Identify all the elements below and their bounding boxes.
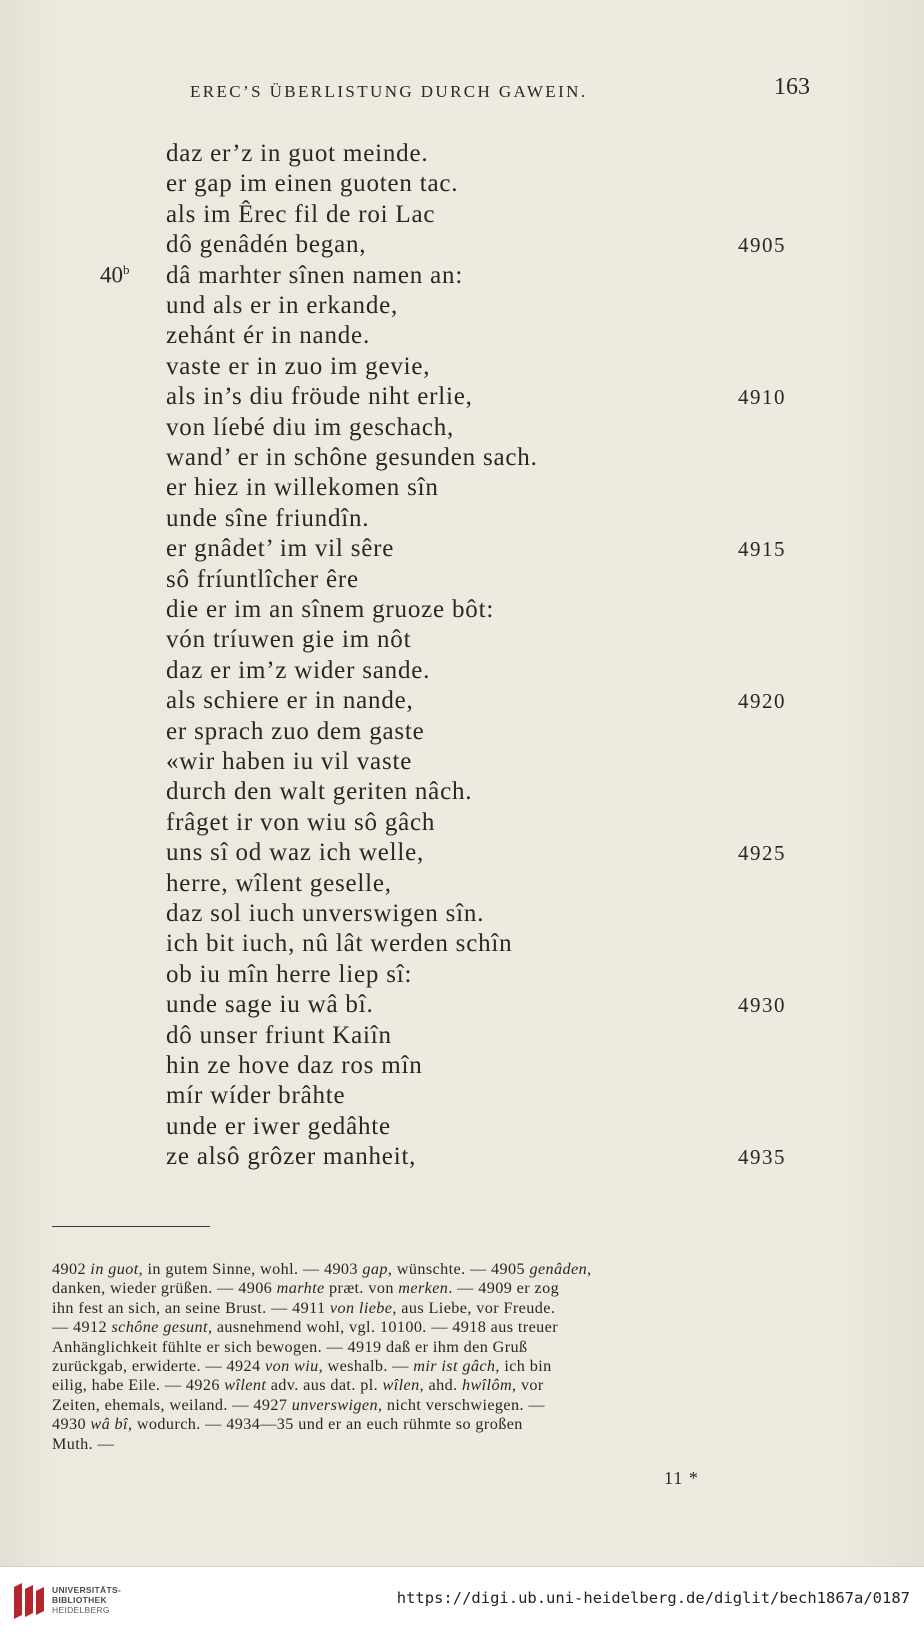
footnote-lemma: von wiu (264, 1357, 319, 1376)
verse-number: 4920 (738, 689, 786, 714)
footnote-lemma: von liebe (329, 1298, 393, 1317)
verse-line (0, 414, 924, 445)
verse-line (0, 1143, 924, 1174)
verse-number: 4925 (738, 841, 786, 866)
verse-text: zehánt ér in nande. (166, 322, 370, 350)
verse-text: ob iu mîn herre liep sî: (166, 960, 413, 988)
verse-line (0, 1082, 924, 1113)
footnote-text: , (587, 1260, 592, 1278)
verse-line (0, 201, 924, 232)
verse-line (0, 900, 924, 931)
page-header (190, 72, 810, 112)
verse-line (0, 262, 924, 293)
footnote-line (52, 1415, 816, 1434)
running-title: EREC’S ÜBERLISTUNG DURCH GAWEIN. (190, 82, 588, 101)
verse-text: herre, wîlent geselle, (166, 869, 392, 897)
verse-text: daz sol iuch unverswigen sîn. (166, 900, 485, 927)
library-line-2: BIBLIOTHEK (52, 1595, 107, 1605)
footnote-text: , vor (512, 1376, 544, 1395)
verse-text: als in’s diu fröude niht erlie, (166, 383, 473, 411)
verse-line (0, 778, 924, 809)
footnote-lemma: hwîlôm (461, 1376, 513, 1395)
verse-text: unde er iwer gedâhte (166, 1112, 391, 1140)
footnote-text: 4930 (52, 1415, 91, 1434)
verse-line (0, 140, 924, 171)
footnote-text: Muth. — (52, 1434, 115, 1453)
footnote-line (52, 1318, 816, 1337)
verse-text: die er im an sînem gruoze bôt: (166, 596, 495, 623)
verse-line (0, 596, 924, 627)
verse-text: frâget ir von wiu sô gâch (166, 808, 436, 836)
footnote-line (52, 1299, 816, 1318)
verse-text: unde sage iu wâ bî. (166, 991, 374, 1019)
library-name (52, 1585, 121, 1615)
footnote-text: ihn fest an sich, an seine Brust. — 4911 (52, 1298, 330, 1317)
verse-line (0, 383, 924, 414)
footer-bar (0, 1566, 924, 1632)
verse-text: er hiez in willekomen sîn (166, 474, 439, 502)
footnote-text: 4902 (52, 1260, 91, 1278)
footnote-text: , weshalb. — (318, 1357, 414, 1376)
verse-line (0, 353, 924, 384)
verse-text: daz er’z in guot meinde. (166, 140, 429, 167)
footnote-text: danken, wieder grüßen. — 4906 (52, 1279, 277, 1298)
footnote-text: Zeiten, ehemals, weiland. — 4927 (52, 1395, 292, 1414)
footnote-rule (52, 1226, 210, 1227)
verse-number: 4910 (738, 385, 786, 410)
library-line-3: HEIDELBERG (52, 1605, 110, 1615)
verse-text: und als er in erkande, (166, 292, 399, 319)
footnote-line (52, 1357, 816, 1376)
verse-text: durch den walt geriten nâch. (166, 778, 473, 806)
signature-mark: 11 * (664, 1468, 699, 1488)
verse-line (0, 657, 924, 688)
footnote-lemma: in guot (90, 1260, 139, 1278)
footnote-text: , wodurch. — 4934—35 und er an euch rühmte so großen (127, 1415, 523, 1434)
verse-line (0, 1022, 924, 1053)
footnote-text: , wünschte. — 4905 (387, 1260, 530, 1278)
footnote-lemma: schône gesunt (111, 1318, 208, 1337)
footnote-text: zurückgab, erwiderte. — 4924 (52, 1357, 265, 1376)
page-number: 163 (774, 74, 810, 100)
verse-text: unde sîne friundîn. (166, 504, 370, 532)
footnote-lemma: merken (398, 1279, 449, 1298)
verse-number: 4935 (738, 1145, 786, 1170)
permalink-url[interactable]: https://digi.ub.uni-heidelberg.de/diglit/bech1867a/0187 (396, 1589, 910, 1607)
footnote-text: eilig, habe Eile. — 4926 (52, 1376, 225, 1395)
footnote-text: præt. von (324, 1279, 399, 1298)
footnote-text: — 4912 (52, 1318, 112, 1337)
verse-line (0, 687, 924, 718)
footnote-line (52, 1279, 816, 1298)
verse-line (0, 961, 924, 992)
footnote-line (52, 1260, 816, 1279)
verse-line (0, 444, 924, 475)
verse-number: 4915 (738, 537, 786, 562)
verse-line (0, 748, 924, 779)
verse-text: er gnâdet’ im vil sêre (166, 535, 395, 563)
verse-text: mír wíder brâhte (166, 1082, 346, 1110)
footnote-line (52, 1376, 816, 1395)
footnotes (52, 1260, 816, 1454)
verse-line (0, 991, 924, 1022)
verse-text: er gap im einen guoten tac. (166, 170, 459, 198)
verse-text: «wir haben iu vil vaste (166, 748, 413, 775)
verse-line (0, 1113, 924, 1144)
verse-line (0, 930, 924, 961)
folio-number: 40 (100, 262, 123, 288)
library-line-1: UNIVERSITÄTS- (52, 1585, 122, 1595)
footnote-text: , ahd. (419, 1376, 462, 1395)
verse-text: dâ marhter sînen namen an: (166, 261, 464, 289)
verse-line (0, 626, 924, 657)
verse-text: ze alsô grôzer manheit, (166, 1143, 417, 1171)
verse-line (0, 566, 924, 597)
footnote-text: . — 4909 er zog (448, 1279, 560, 1298)
footnote-lemma: wîlen (382, 1376, 420, 1395)
footnote-lemma: marhte (276, 1279, 325, 1298)
verse-line (0, 292, 924, 323)
verse-line (0, 170, 924, 201)
footnote-line (52, 1338, 816, 1357)
folio-side: b (123, 261, 130, 277)
footnote-text: adv. aus dat. pl. (266, 1376, 383, 1395)
verse-text: vón tríuwen gie im nôt (166, 626, 412, 654)
verse-line (0, 839, 924, 870)
footnote-text: , aus Liebe, vor Freude. (392, 1298, 556, 1317)
verse-text: dô genâdén began, (166, 231, 367, 259)
verse-text: daz er im’z wider sande. (166, 656, 431, 684)
footnote-lemma: wîlent (224, 1376, 267, 1395)
footnote-lemma: wâ bî (90, 1415, 128, 1434)
verse-text: ich bit iuch, nû lât werden schîn (166, 930, 513, 958)
verse-line (0, 322, 924, 353)
verse-text: sô fríuntlîcher êre (166, 565, 359, 593)
footnote-lemma: unverswigen (291, 1395, 378, 1414)
verse-text: hin ze hove daz ros mîn (166, 1052, 423, 1079)
footnote-lemma: genâden (529, 1260, 588, 1278)
verse-text: wand’ er in schône gesunden sach. (166, 444, 538, 471)
verse-line (0, 474, 924, 505)
verse-text: dô unser friunt Kaiîn (166, 1021, 392, 1049)
verse-line (0, 505, 924, 536)
verse-text: als im Êrec fil de roi Lac (166, 200, 436, 228)
footnote-line (52, 1435, 816, 1454)
footnote-text: , ausnehmend wohl, vgl. 10100. — 4918 aus treuer (207, 1318, 559, 1337)
verse-number: 4930 (738, 993, 786, 1018)
university-library-logo-icon (8, 1579, 50, 1621)
footnote-lemma: mir ist gâch (413, 1357, 496, 1376)
verse-text: als schiere er in nande, (166, 687, 414, 715)
footnote-text: Anhänglichkeit fühlte er sich bewogen. — 4919 daß er ihm den Gruß (52, 1337, 528, 1356)
verse-line (0, 535, 924, 566)
verse-text: von líebé diu im geschach, (166, 413, 455, 441)
verse-line (0, 870, 924, 901)
verse-number: 4905 (738, 233, 786, 258)
verse-text: uns sî od waz ich welle, (166, 839, 425, 867)
footnote-text: , nicht verschwiegen. — (378, 1395, 545, 1414)
verse-line (0, 718, 924, 749)
manuscript-folio-marker (100, 262, 130, 289)
verse-line (0, 809, 924, 840)
footnote-text: , in gutem Sinne, wohl. — 4903 (138, 1260, 363, 1278)
verse-line (0, 1052, 924, 1083)
verse-line (0, 231, 924, 262)
footnote-text: , ich bin (495, 1357, 552, 1376)
footnote-line (52, 1396, 816, 1415)
footnote-lemma: gap (362, 1260, 388, 1278)
verse-text: er sprach zuo dem gaste (166, 717, 425, 745)
verse-text: vaste er in zuo im gevie, (166, 352, 431, 380)
